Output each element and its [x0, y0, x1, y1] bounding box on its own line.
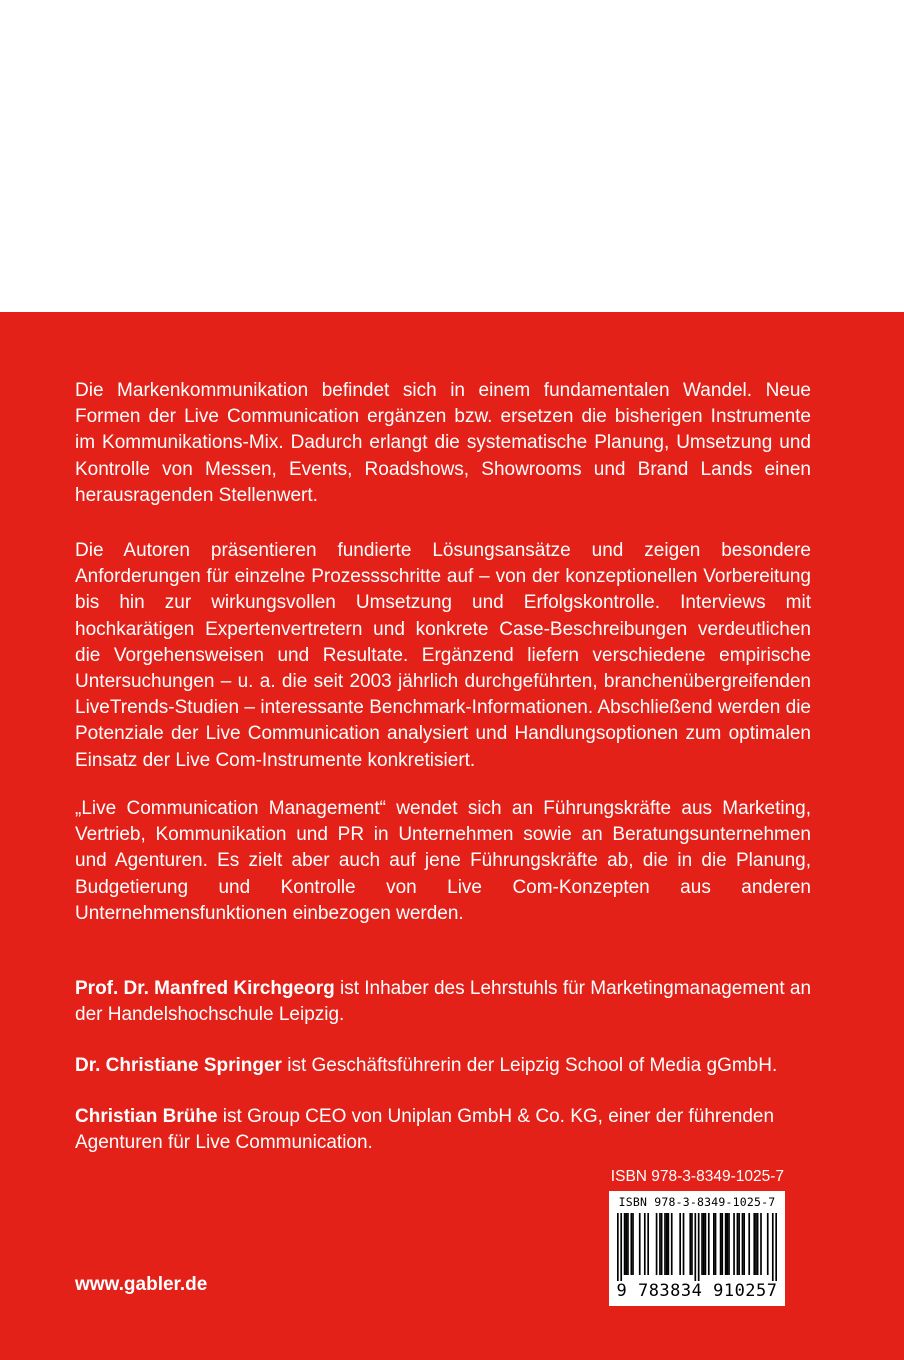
barcode-bar	[679, 1213, 681, 1275]
cover-top-blank	[0, 0, 904, 312]
barcode-bar	[767, 1213, 769, 1275]
barcode-bar	[743, 1213, 745, 1275]
barcode-bar	[644, 1213, 646, 1275]
barcode-bar	[625, 1213, 627, 1275]
barcode-isbn-header: ISBN 978-3-8349-1025-7	[618, 1195, 776, 1209]
barcode-bars	[617, 1213, 777, 1281]
barcode-bar	[726, 1213, 728, 1275]
barcode-bar	[748, 1213, 750, 1275]
author-description: ist Geschäftsführerin der Leipzig School of Media gGmbH.	[281, 1055, 778, 1076]
barcode-bar	[630, 1213, 632, 1275]
barcode-bar	[713, 1213, 715, 1275]
barcode-bar	[668, 1213, 670, 1275]
description-paragraph-1: Die Markenkommunikation befindet sich in einem fundamentalen Wandel. Neue Formen der Live Communication ergänzen bzw. ersetzen die bisherigen Instrumente im Kommunikations-Mix. Dadurch erlangt die systematische Planung, Umsetzung und Kontrolle von Messen, Events, Roadshows, Showrooms und Brand Lands einen herausragenden Stellenwert.	[75, 380, 811, 506]
barcode-bar	[632, 1213, 634, 1275]
barcode-digits: 9 783834 910257	[616, 1281, 778, 1301]
barcode-bar	[757, 1213, 759, 1275]
author-description: ist Inhaber des Lehrstuhls für Marketingmanagement an der Handelshochschule Leipzig.	[75, 978, 812, 1026]
barcode-bar	[671, 1213, 673, 1275]
barcode-bar	[689, 1213, 691, 1275]
author-name: Dr. Christiane Springer	[75, 1055, 282, 1076]
barcode-bar	[661, 1213, 663, 1275]
barcode-bar	[647, 1213, 649, 1275]
barcode-bar	[698, 1213, 700, 1281]
author-bio-3	[75, 1104, 815, 1156]
description-paragraph-2: Die Autoren präsentieren fundierte Lösungsansätze und zeigen besondere Anforderungen für einzelne Prozessschritte auf – von der konzeptionellen Vorbereitung bis hin zur wirkungsvollen Umsetzung und Erfolgskontrolle. Interviews mit hochkarätigen Expertenvertretern und konkrete Case-Beschreibungen verdeutlichen die Vorgehensweisen und Resultate. Ergänzend liefern verschiedene empirische Untersuchungen – u. a. die seit 2003 jährlich durchgeführten, branchenübergreifenden LiveTrends-Studien – interessante Benchmark-Informationen. Abschließend werden die Potenziale der Live Communication analysiert und Handlungsoptionen zum optimalen Einsatz der Live Com-Instrumente konkretisiert.	[75, 540, 811, 771]
barcode-bar	[742, 1213, 744, 1275]
barcode-bar	[620, 1213, 622, 1281]
barcode-bar	[703, 1213, 705, 1275]
isbn-label: ISBN 978-3-8349-1025-7	[610, 1168, 784, 1185]
barcode-bar	[733, 1213, 735, 1275]
barcode-bar	[725, 1213, 727, 1275]
barcode-bar	[627, 1213, 629, 1275]
author-description: ist Group CEO von Uniplan GmbH & Co. KG, einer der führenden Agenturen für Live Communication.	[75, 1106, 775, 1154]
barcode-bar	[721, 1213, 723, 1275]
barcode-bar	[755, 1213, 757, 1275]
barcode-bar	[666, 1213, 668, 1275]
description-paragraph-3: „Live Communication Management“ wendet sich an Führungskräfte aus Marketing, Vertrieb, Kommunikation und PR in Unternehmen sowie an Beratungsunternehmen und Agenturen. Es zielt aber auch auf jene Führungskräfte ab, die in die Planung, Budgetierung und Kontrolle von Live Com-Konzepten aus anderen Unternehmensfunktionen einbezogen werden.	[75, 798, 811, 924]
barcode-bar	[624, 1213, 626, 1275]
barcode-bar	[694, 1213, 696, 1281]
barcode-bar	[705, 1213, 707, 1275]
publisher-website: www.gabler.de	[75, 1274, 208, 1295]
barcode-bar	[760, 1213, 762, 1275]
barcode-bar	[659, 1213, 661, 1275]
author-name: Christian Brühe	[75, 1106, 218, 1127]
barcode-bar	[656, 1213, 658, 1275]
barcode-bar	[691, 1213, 693, 1275]
barcode-bar	[708, 1213, 710, 1275]
barcode-bar	[701, 1213, 703, 1275]
barcode-bar	[772, 1213, 774, 1281]
barcode-bar	[617, 1213, 619, 1281]
back-cover-panel	[0, 312, 904, 1360]
barcode-bar	[715, 1213, 717, 1275]
barcode-bar	[664, 1213, 666, 1275]
barcode-bar	[737, 1213, 739, 1275]
barcode-bar	[753, 1213, 755, 1275]
barcode-bar	[683, 1213, 685, 1275]
barcode-bar	[738, 1213, 740, 1275]
barcode-bar	[728, 1213, 730, 1275]
author-bio-2	[75, 1053, 815, 1079]
barcode-bar	[775, 1213, 777, 1281]
barcode-bar	[720, 1213, 722, 1275]
isbn-barcode	[609, 1191, 785, 1306]
author-bio-1	[75, 976, 815, 1028]
barcode-bar	[639, 1213, 641, 1275]
author-name: Prof. Dr. Manfred Kirchgeorg	[75, 978, 335, 999]
